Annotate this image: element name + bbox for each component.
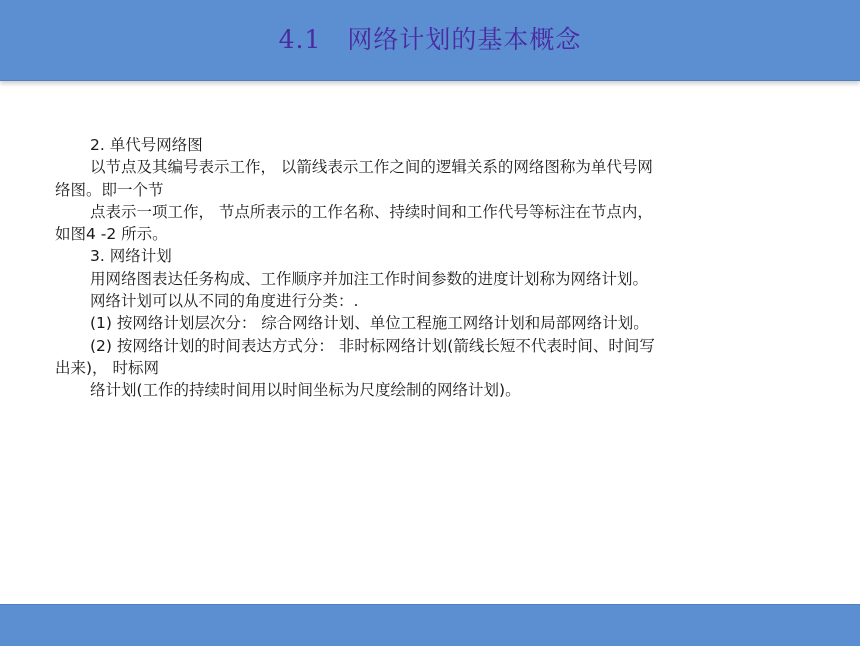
body-line: 用网络图表达任务构成、工作顺序并加注工作时间参数的进度计划称为网络计划。	[90, 269, 649, 288]
section-heading-single-code-network: 2. 单代号网络图	[90, 136, 203, 154]
slide-body	[55, 134, 800, 402]
body-line: 以节点及其编号表示工作， 以箭线表示工作之间的逻辑关系的网络图称为单代号网	[90, 158, 653, 177]
slide-title: 4.1 网络计划的基本概念	[278, 25, 582, 54]
body-line: 络计划(工作的持续时间用以时间坐标为尺度绘制的网络计划)。	[90, 381, 521, 400]
list-item-2: (2) 按网络计划的时间表达方式分： 非时标网络计划(箭线长短不代表时间、时间写	[90, 336, 655, 355]
body-line: 网络计划可以从不同的角度进行分类：.	[90, 292, 359, 311]
body-line: 络图。即一个节	[55, 180, 164, 199]
body-line: 出来)， 时标网	[55, 358, 159, 377]
footer-bar	[0, 604, 860, 646]
list-item-1: (1) 按网络计划层次分： 综合网络计划、单位工程施工网络计划和局部网络计划。	[90, 314, 649, 333]
body-line: 点表示一项工作， 节点所表示的工作名称、持续时间和工作代号等标注在节点内，	[90, 202, 653, 221]
section-heading-network-plan: 3. 网络计划	[90, 247, 172, 266]
body-line: 如图4 -2 所示。	[55, 225, 168, 244]
